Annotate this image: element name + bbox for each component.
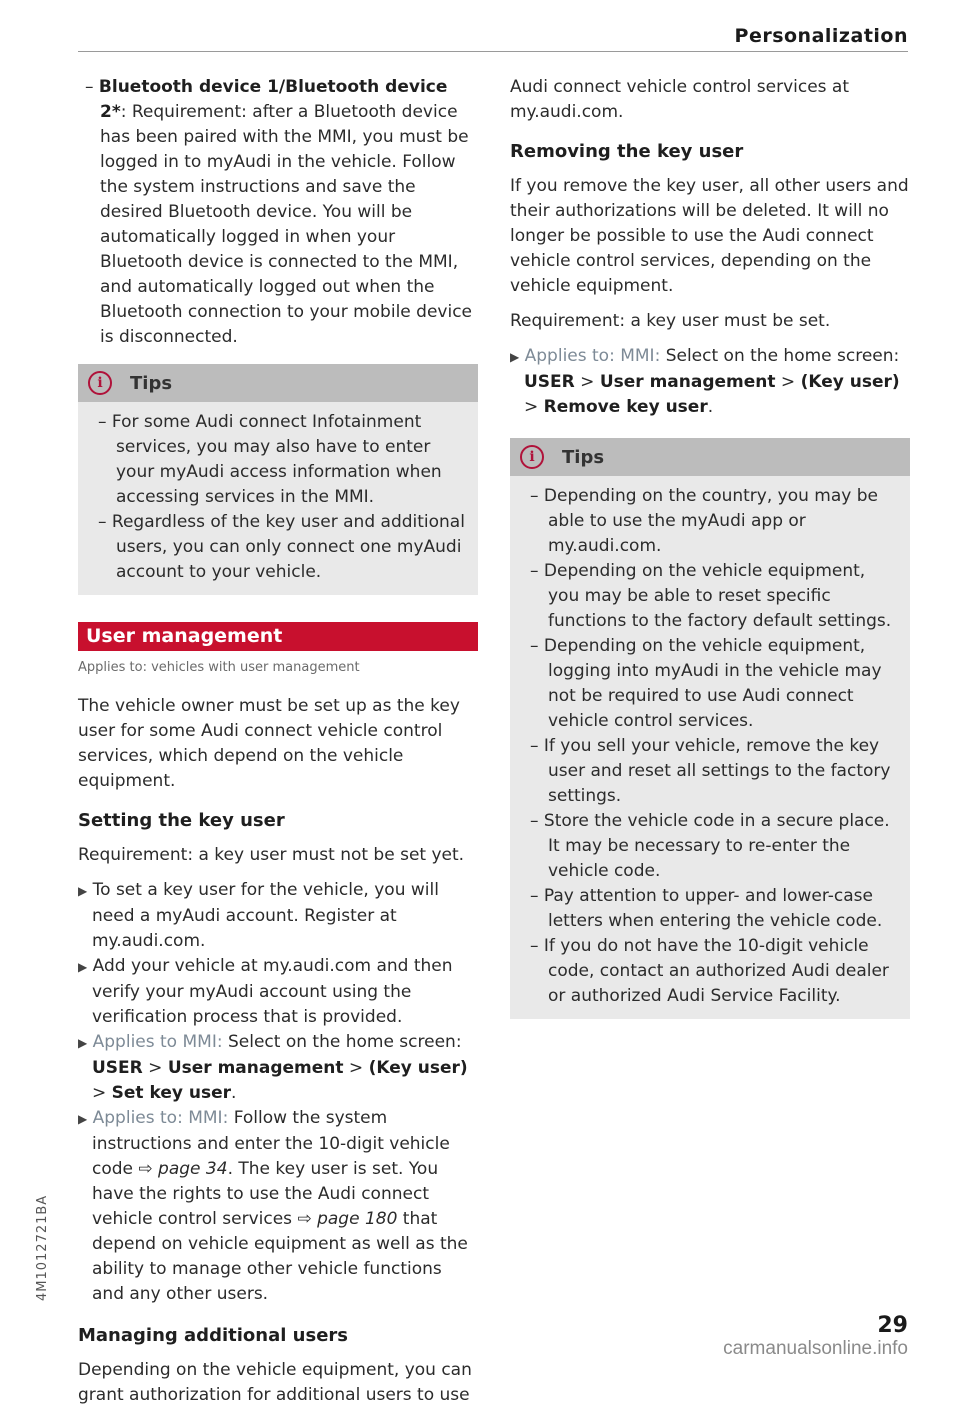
applies-to-note: Applies to: vehicles with user management: [78, 660, 360, 675]
info-icon: i: [520, 445, 544, 469]
tips-box-left: [78, 364, 478, 595]
tip-item: – For some Audi connect Infotainment services, you may also have to enter your myAudi access information when accessing services in the MMI.: [98, 412, 442, 507]
tips-title: Tips: [130, 372, 173, 394]
tips-header: [510, 438, 910, 476]
document-code: 4M1012721BA: [35, 1194, 50, 1301]
tips-box-right: [510, 438, 910, 1019]
tip-item: – If you sell your vehicle, remove the key user and reset all settings to the factory settings.: [530, 736, 891, 806]
watermark: carmanualsonline.info: [723, 1338, 908, 1359]
page-reference-link[interactable]: ⇨ page 34: [138, 1159, 228, 1179]
bluetooth-device-text: : Requirement: after a Bluetooth device has been paired with the MMI, you must be logged in to myAudi in the vehicle. Follow the system instructions and save the desired Bluetooth device. You will be automatically logged in when your Bluetooth device is connected to the MMI, and automatically logged out when the Bluetooth connection to your mobile device is disconnected.: [100, 102, 472, 347]
step-item: ▶ Add your vehicle at my.audi.com and then verify your myAudi account using the verification process that is provided.: [78, 956, 453, 1027]
header-divider: [78, 51, 908, 52]
tip-item: – Pay attention to upper- and lower-case letters when entering the vehicle code.: [530, 886, 883, 931]
setting-key-user-heading: Setting the key user: [78, 810, 285, 831]
step-item: ▶ Applies to MMI: Select on the home screen: USER > User management > (Key user) > Set key user.: [78, 1032, 468, 1103]
removing-text: If you remove the key user, all other users and their authorizations will be deleted. It will no longer be possible to use the Audi connect vehicle control services, depending on the vehicle equipment.: [510, 176, 909, 296]
tip-item: – Depending on the vehicle equipment, logging into myAudi in the vehicle may not be required to use Audi connect vehicle control services.: [530, 636, 882, 731]
page-number: 29: [877, 1313, 908, 1338]
tip-item: – If you do not have the 10-digit vehicle code, contact an authorized Audi dealer or authorized Audi Service Facility.: [530, 936, 889, 1006]
tip-item: – Store the vehicle code in a secure place. It may be necessary to re-enter the vehicle code.: [530, 811, 890, 881]
tip-item: – Regardless of the key user and additional users, you can only connect one myAudi account to your vehicle.: [98, 512, 465, 582]
setting-requirement: Requirement: a key user must not be set yet.: [78, 845, 465, 865]
left-column: [78, 75, 478, 1418]
removing-requirement: Requirement: a key user must be set.: [510, 311, 831, 331]
intro-paragraph: The vehicle owner must be set up as the key user for some Audi connect vehicle control services, which depend on the vehicle equipment.: [78, 696, 460, 791]
step-item: ▶ To set a key user for the vehicle, you will need a myAudi account. Register at my.audi.com.: [78, 880, 439, 951]
page-reference-link[interactable]: ⇨ page 180: [297, 1209, 398, 1229]
step-item: ▶ Applies to: MMI: Follow the system instructions and enter the 10-digit vehicle code ⇨ page 34. The key user is set. You have the rights to use the Audi connect vehicle control services ⇨ page 180 that depend on vehicle equipment as well as the ability to manage other vehicle functions and any other users.: [78, 1108, 468, 1304]
tips-title: Tips: [562, 446, 605, 468]
right-column: [510, 75, 910, 1019]
step-item: ▶ Applies to: MMI: Select on the home screen: USER > User management > (Key user) > Remove key user.: [510, 346, 900, 417]
continuation-text: Audi connect vehicle control services at my.audi.com.: [510, 77, 850, 122]
tips-body: [510, 476, 910, 1009]
bluetooth-device-label: Bluetooth device 1/Bluetooth device 2*: [98, 77, 448, 122]
managing-users-heading: Managing additional users: [78, 1325, 348, 1346]
info-icon: i: [88, 371, 112, 395]
section-banner: User management: [78, 622, 478, 651]
tips-header: [78, 364, 478, 402]
page-header-title: Personalization: [734, 25, 908, 47]
tips-body: [78, 402, 478, 585]
tip-item: – Depending on the vehicle equipment, you may be able to reset specific functions to the factory default settings.: [530, 561, 892, 631]
bluetooth-device-item: – Bluetooth device 1/Bluetooth device 2*: Requirement: after a Bluetooth device has been paired with the MMI, you must be logged in to myAudi in the vehicle. Follow the system instructions and save the desired Bluetooth device. You will be automatically logged in when your Bluetooth device is connected to the MMI, and automatically logged out when the Bluetooth connection to your mobile device is disconnected.: [85, 77, 472, 347]
tip-item: – Depending on the country, you may be able to use the myAudi app or my.audi.com.: [530, 486, 878, 556]
managing-users-text: Depending on the vehicle equipment, you can grant authorization for additional users to use: [78, 1360, 472, 1405]
removing-key-user-heading: Removing the key user: [510, 141, 744, 162]
